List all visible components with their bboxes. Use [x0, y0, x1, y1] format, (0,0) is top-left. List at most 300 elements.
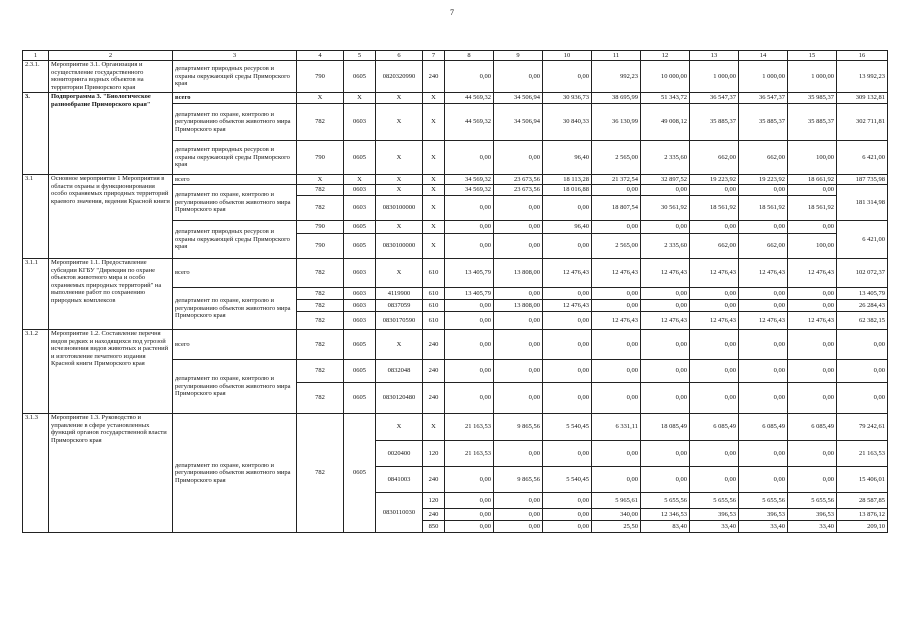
- value-cell: 0,00: [543, 360, 592, 383]
- value-cell: 18 661,92: [788, 175, 837, 185]
- value-cell: 13 992,23: [837, 61, 888, 93]
- code-cell: X: [423, 234, 445, 259]
- value-cell: 5 655,56: [788, 493, 837, 509]
- executor-cell: всего: [173, 330, 297, 360]
- code-cell: X: [423, 414, 445, 441]
- code-cell: X: [376, 93, 423, 104]
- code-cell: 0603: [344, 104, 376, 141]
- value-cell: 12 476,43: [592, 259, 641, 288]
- col-num: 6: [376, 51, 423, 61]
- value-cell: 12 476,43: [543, 300, 592, 312]
- value-cell: 0,00: [592, 288, 641, 300]
- value-cell: 6 085,49: [739, 414, 788, 441]
- code-cell: 0830120480: [376, 383, 423, 414]
- item-number: 2.3.1.: [23, 61, 49, 93]
- value-cell: 32 897,52: [641, 175, 690, 185]
- value-cell: 0,00: [494, 383, 543, 414]
- value-cell: 35 885,37: [788, 104, 837, 141]
- value-cell: 10 000,00: [641, 61, 690, 93]
- row-3-1-total: [23, 175, 888, 185]
- col-num: 4: [297, 51, 344, 61]
- value-cell: 0,00: [739, 288, 788, 300]
- value-cell: 18 561,92: [739, 196, 788, 221]
- code-cell: X: [376, 414, 423, 441]
- value-cell: 0,00: [494, 441, 543, 467]
- value-cell: 0,00: [641, 441, 690, 467]
- value-cell: 0,00: [690, 288, 739, 300]
- value-cell: 0,00: [494, 312, 543, 330]
- code-cell: 0605: [344, 414, 376, 533]
- code-cell: X: [376, 330, 423, 360]
- value-cell: 0,00: [739, 360, 788, 383]
- code-cell: 0830170590: [376, 312, 423, 330]
- value-cell: 51 343,72: [641, 93, 690, 104]
- code-cell: 610: [423, 259, 445, 288]
- code-cell: 790: [297, 221, 344, 234]
- value-cell: 0,00: [494, 221, 543, 234]
- code-cell: X: [423, 93, 445, 104]
- executor-cell: департамент по охране, контролю и регулированию объектов животного мира Приморского края: [173, 104, 297, 141]
- value-cell: 662,00: [739, 234, 788, 259]
- value-cell: 0,00: [592, 360, 641, 383]
- value-cell: 0,00: [543, 196, 592, 221]
- code-cell: 782: [297, 185, 344, 196]
- col-num: 10: [543, 51, 592, 61]
- value-cell: 12 476,43: [690, 259, 739, 288]
- value-cell: 0,00: [592, 185, 641, 196]
- value-cell: 30 936,73: [543, 93, 592, 104]
- value-cell: 0,00: [641, 288, 690, 300]
- code-cell: 120: [423, 493, 445, 509]
- value-cell: 0,00: [690, 300, 739, 312]
- value-cell: 12 476,43: [641, 312, 690, 330]
- code-cell: X: [376, 259, 423, 288]
- code-cell: X: [376, 104, 423, 141]
- value-cell: 21 372,54: [592, 175, 641, 185]
- value-cell: 34 506,94: [494, 93, 543, 104]
- value-cell: 19 223,92: [690, 175, 739, 185]
- value-cell: 0,00: [494, 509, 543, 521]
- value-cell: 34 506,94: [494, 104, 543, 141]
- item-name: Мероприятие 3.1. Организация и осуществление государственного мониторинга водных объектов на территории Приморского края: [49, 61, 173, 93]
- code-cell: 240: [423, 467, 445, 493]
- value-cell: 6 331,11: [592, 414, 641, 441]
- code-cell: X: [423, 141, 445, 175]
- value-cell: 102 072,37: [837, 259, 888, 288]
- value-cell: 0,00: [739, 441, 788, 467]
- value-cell: 396,53: [690, 509, 739, 521]
- code-cell: X: [297, 93, 344, 104]
- value-cell: 1 000,00: [739, 61, 788, 93]
- value-cell: 0,00: [445, 300, 494, 312]
- value-cell: 2 565,00: [592, 141, 641, 175]
- value-cell: 0,00: [445, 221, 494, 234]
- code-cell: 0837059: [376, 300, 423, 312]
- code-cell: X: [423, 196, 445, 221]
- col-num: 8: [445, 51, 494, 61]
- item-number: 3.1: [23, 175, 49, 259]
- value-cell: 0,00: [739, 185, 788, 196]
- value-cell: 0,00: [494, 493, 543, 509]
- value-cell: 187 735,98: [837, 175, 888, 185]
- value-cell: 12 476,43: [788, 312, 837, 330]
- code-cell: 782: [297, 383, 344, 414]
- col-num: 15: [788, 51, 837, 61]
- value-cell: 30 840,33: [543, 104, 592, 141]
- value-cell: 12 476,43: [739, 312, 788, 330]
- value-cell: 0,00: [494, 61, 543, 93]
- value-cell: 0,00: [445, 196, 494, 221]
- item-name: Мероприятие 1.1. Предоставление субсидии КГБУ "Дирекция по охране объектов животного мира и особо охраняемых природных территорий" на выполнение работ по сохранению природных комплексов: [49, 259, 173, 330]
- executor-cell: департамент по охране, контролю и регулированию объектов животного мира Приморского края: [173, 288, 297, 330]
- value-cell: 18 807,54: [592, 196, 641, 221]
- code-cell: 0603: [344, 259, 376, 288]
- value-cell: 21 163,53: [837, 441, 888, 467]
- code-cell: 0603: [344, 312, 376, 330]
- value-cell: 0,00: [641, 185, 690, 196]
- value-cell: 0,00: [641, 383, 690, 414]
- code-cell: 782: [297, 259, 344, 288]
- code-cell: X: [423, 221, 445, 234]
- code-cell: 0603: [344, 196, 376, 221]
- code-cell: 782: [297, 360, 344, 383]
- value-cell: 0,00: [494, 360, 543, 383]
- value-cell: 96,40: [543, 221, 592, 234]
- value-cell: 0,00: [592, 330, 641, 360]
- value-cell: 340,00: [592, 509, 641, 521]
- value-cell: 44 569,32: [445, 93, 494, 104]
- value-cell: 0,00: [788, 185, 837, 196]
- value-cell: 0,00: [788, 330, 837, 360]
- value-cell: 0,00: [690, 221, 739, 234]
- value-cell: 0,00: [445, 383, 494, 414]
- value-cell: 0,00: [788, 221, 837, 234]
- value-cell: 0,00: [592, 300, 641, 312]
- value-cell: 23 673,56: [494, 185, 543, 196]
- value-cell: 0,00: [788, 383, 837, 414]
- value-cell: 0,00: [641, 330, 690, 360]
- value-cell: 100,00: [788, 141, 837, 175]
- code-cell: 610: [423, 312, 445, 330]
- code-cell: X: [423, 175, 445, 185]
- value-cell: 0,00: [494, 141, 543, 175]
- executor-cell: департамент природных ресурсов и охраны окружающей среды Приморского края: [173, 141, 297, 175]
- code-cell: 0820320990: [376, 61, 423, 93]
- code-cell: 240: [423, 509, 445, 521]
- code-cell: X: [376, 141, 423, 175]
- code-cell: 782: [297, 300, 344, 312]
- row-3-1-3-total: [23, 414, 888, 441]
- value-cell: 30 561,92: [641, 196, 690, 221]
- value-cell: 309 132,81: [837, 93, 888, 104]
- value-cell: 0,00: [788, 360, 837, 383]
- row-3-total: [23, 93, 888, 104]
- value-cell: 6 421,00: [837, 141, 888, 175]
- row-3-1-2-total: [23, 330, 888, 360]
- value-cell: 12 476,43: [739, 259, 788, 288]
- value-cell: 13 876,12: [837, 509, 888, 521]
- row-2-3-1: [23, 61, 888, 93]
- code-cell: 790: [297, 141, 344, 175]
- value-cell: 0,00: [690, 330, 739, 360]
- value-cell: 0,00: [641, 467, 690, 493]
- value-cell: 36 130,99: [592, 104, 641, 141]
- value-cell: 1 000,00: [788, 61, 837, 93]
- col-num: 11: [592, 51, 641, 61]
- value-cell: 13 405,79: [837, 288, 888, 300]
- value-cell: 36 547,37: [739, 93, 788, 104]
- value-cell: 35 885,37: [690, 104, 739, 141]
- value-cell: 36 547,37: [690, 93, 739, 104]
- code-cell: 0605: [344, 383, 376, 414]
- item-name: Подпрограмма 3. "Биологическое разнообразие Приморского края": [49, 93, 173, 175]
- value-cell: 33,40: [739, 521, 788, 533]
- value-cell: 662,00: [690, 141, 739, 175]
- code-cell: 782: [297, 196, 344, 221]
- column-number-row: [23, 51, 888, 61]
- code-cell: X: [297, 175, 344, 185]
- code-cell: 610: [423, 300, 445, 312]
- value-cell: 6 085,49: [690, 414, 739, 441]
- value-cell: 0,00: [788, 288, 837, 300]
- value-cell: 0,00: [543, 234, 592, 259]
- value-cell: 0,00: [543, 61, 592, 93]
- code-cell: X: [423, 104, 445, 141]
- value-cell: 0,00: [641, 360, 690, 383]
- value-cell: 0,00: [592, 383, 641, 414]
- code-cell: 782: [297, 414, 344, 533]
- value-cell: 0,00: [739, 383, 788, 414]
- col-num: 2: [49, 51, 173, 61]
- code-cell: 4119900: [376, 288, 423, 300]
- col-num: 1: [23, 51, 49, 61]
- value-cell: 18 016,88: [543, 185, 592, 196]
- code-cell: 0830110030: [376, 493, 423, 533]
- code-cell: 790: [297, 61, 344, 93]
- code-cell: 0605: [344, 330, 376, 360]
- value-cell: 18 561,92: [788, 196, 837, 221]
- value-cell: 12 476,43: [690, 312, 739, 330]
- value-cell: 83,40: [641, 521, 690, 533]
- col-num: 13: [690, 51, 739, 61]
- value-cell: 0,00: [494, 521, 543, 533]
- value-cell: 0,00: [445, 330, 494, 360]
- code-cell: X: [376, 175, 423, 185]
- code-cell: 0830100000: [376, 234, 423, 259]
- value-cell: 21 163,53: [445, 414, 494, 441]
- value-cell: 96,40: [543, 141, 592, 175]
- value-cell: 9 865,56: [494, 414, 543, 441]
- value-cell: 49 008,12: [641, 104, 690, 141]
- item-number: 3.1.1: [23, 259, 49, 330]
- value-cell: 0,00: [445, 521, 494, 533]
- value-cell: 0,00: [445, 493, 494, 509]
- value-cell: 0,00: [690, 185, 739, 196]
- value-cell: 396,53: [788, 509, 837, 521]
- value-cell: 100,00: [788, 234, 837, 259]
- item-number: 3.1.2: [23, 330, 49, 414]
- code-cell: 0841003: [376, 467, 423, 493]
- value-cell: 0,00: [641, 300, 690, 312]
- code-cell: 0603: [344, 185, 376, 196]
- value-cell: 0,00: [739, 300, 788, 312]
- value-cell: 33,40: [690, 521, 739, 533]
- code-cell: 782: [297, 330, 344, 360]
- value-cell: 28 587,85: [837, 493, 888, 509]
- executor-cell: департамент по охране, контролю и регулированию объектов животного мира Приморского края: [173, 360, 297, 414]
- code-cell: 0605: [344, 61, 376, 93]
- code-cell: 610: [423, 288, 445, 300]
- value-cell: 12 476,43: [592, 312, 641, 330]
- col-num: 9: [494, 51, 543, 61]
- value-cell: 0,00: [494, 288, 543, 300]
- value-cell: 34 569,32: [445, 185, 494, 196]
- executor-cell: департамент природных ресурсов и охраны окружающей среды Приморского края: [173, 221, 297, 259]
- value-cell: 6 085,49: [788, 414, 837, 441]
- value-cell: 0,00: [445, 467, 494, 493]
- value-cell: 0,00: [690, 441, 739, 467]
- value-cell: 12 476,43: [641, 259, 690, 288]
- code-cell: 0020400: [376, 441, 423, 467]
- code-cell: 240: [423, 61, 445, 93]
- value-cell: 0,00: [543, 509, 592, 521]
- value-cell: 38 695,99: [592, 93, 641, 104]
- value-cell: 0,00: [494, 330, 543, 360]
- value-cell: 21 163,53: [445, 441, 494, 467]
- value-cell: 15 406,01: [837, 467, 888, 493]
- col-num: 12: [641, 51, 690, 61]
- value-cell: 0,00: [445, 360, 494, 383]
- value-cell: 2 335,60: [641, 234, 690, 259]
- code-cell: 0832048: [376, 360, 423, 383]
- value-cell: 2 565,00: [592, 234, 641, 259]
- col-num: 7: [423, 51, 445, 61]
- code-cell: 240: [423, 330, 445, 360]
- value-cell: 0,00: [543, 521, 592, 533]
- value-cell: 0,00: [445, 312, 494, 330]
- value-cell: 0,00: [641, 221, 690, 234]
- code-cell: 782: [297, 312, 344, 330]
- value-cell: 18 085,49: [641, 414, 690, 441]
- value-cell: 0,00: [445, 61, 494, 93]
- value-cell: 2 335,60: [641, 141, 690, 175]
- value-cell: 0,00: [690, 360, 739, 383]
- value-cell: 13 405,79: [445, 288, 494, 300]
- code-cell: X: [376, 185, 423, 196]
- code-cell: X: [376, 221, 423, 234]
- value-cell: 18 561,92: [690, 196, 739, 221]
- value-cell: 0,00: [543, 312, 592, 330]
- code-cell: 782: [297, 288, 344, 300]
- code-cell: 0603: [344, 288, 376, 300]
- col-num: 5: [344, 51, 376, 61]
- executor-cell: всего: [173, 259, 297, 288]
- budget-table: [22, 50, 888, 533]
- code-cell: 240: [423, 383, 445, 414]
- value-cell: 0,00: [739, 330, 788, 360]
- value-cell: 0,00: [445, 141, 494, 175]
- value-cell: 0,00: [494, 196, 543, 221]
- value-cell: 0,00: [543, 493, 592, 509]
- value-cell: 35 985,37: [788, 93, 837, 104]
- value-cell: 0,00: [837, 383, 888, 414]
- value-cell: 13 405,79: [445, 259, 494, 288]
- value-cell: 35 885,37: [739, 104, 788, 141]
- value-cell: 19 223,92: [739, 175, 788, 185]
- value-cell: 6 421,00: [837, 221, 888, 259]
- value-cell: 0,00: [445, 509, 494, 521]
- code-cell: 0605: [344, 360, 376, 383]
- code-cell: 782: [297, 104, 344, 141]
- item-number: 3.1.3: [23, 414, 49, 533]
- code-cell: 0605: [344, 234, 376, 259]
- code-cell: 120: [423, 441, 445, 467]
- page-number: 7: [450, 8, 454, 17]
- item-name: Основное мероприятие 1 Мероприятия в области охраны и функционирования особо охраняемых природных территорий краевого значения, ведения Красной книги: [49, 175, 173, 259]
- item-name: Мероприятие 1.3. Руководство и управление в сфере установленных функций органов государственной власти Приморского края: [49, 414, 173, 533]
- value-cell: 13 808,00: [494, 300, 543, 312]
- value-cell: 0,00: [788, 300, 837, 312]
- value-cell: 0,00: [690, 383, 739, 414]
- value-cell: 5 655,56: [739, 493, 788, 509]
- value-cell: 5 655,56: [690, 493, 739, 509]
- value-cell: 0,00: [494, 234, 543, 259]
- col-num: 3: [173, 51, 297, 61]
- value-cell: 79 242,61: [837, 414, 888, 441]
- value-cell: 0,00: [592, 467, 641, 493]
- code-cell: 0605: [344, 221, 376, 234]
- value-cell: 0,00: [543, 441, 592, 467]
- value-cell: 396,53: [739, 509, 788, 521]
- executor-cell: департамент по охране, контролю и регулированию объектов животного мира Приморского края: [173, 185, 297, 221]
- value-cell: 18 113,28: [543, 175, 592, 185]
- value-cell: 0,00: [837, 360, 888, 383]
- code-cell: 240: [423, 360, 445, 383]
- col-num: 14: [739, 51, 788, 61]
- value-cell: 0,00: [788, 467, 837, 493]
- value-cell: 0,00: [445, 234, 494, 259]
- value-cell: 12 476,43: [543, 259, 592, 288]
- value-cell: 1 000,00: [690, 61, 739, 93]
- value-cell: 0,00: [592, 441, 641, 467]
- value-cell: 0,00: [592, 221, 641, 234]
- col-num: 16: [837, 51, 888, 61]
- value-cell: 12 476,43: [788, 259, 837, 288]
- value-cell: 34 569,32: [445, 175, 494, 185]
- value-cell: 0,00: [543, 330, 592, 360]
- executor-cell: всего: [173, 93, 297, 104]
- value-cell: 0,00: [739, 467, 788, 493]
- value-cell: 5 965,61: [592, 493, 641, 509]
- value-cell: 5 655,56: [641, 493, 690, 509]
- value-cell: 5 540,45: [543, 467, 592, 493]
- executor-cell: департамент по охране, контролю и регулированию объектов животного мира Приморского края: [173, 414, 297, 533]
- value-cell: 0,00: [543, 288, 592, 300]
- value-cell: 992,23: [592, 61, 641, 93]
- item-number: 3.: [23, 93, 49, 175]
- value-cell: 662,00: [739, 141, 788, 175]
- value-cell: 5 540,45: [543, 414, 592, 441]
- code-cell: 850: [423, 521, 445, 533]
- code-cell: X: [344, 93, 376, 104]
- value-cell: 62 382,15: [837, 312, 888, 330]
- budget-table-container: [22, 50, 887, 533]
- value-cell: 33,40: [788, 521, 837, 533]
- code-cell: 790: [297, 234, 344, 259]
- value-cell: 0,00: [543, 383, 592, 414]
- executor-cell: всего: [173, 175, 297, 185]
- row-3-1-1-total: [23, 259, 888, 288]
